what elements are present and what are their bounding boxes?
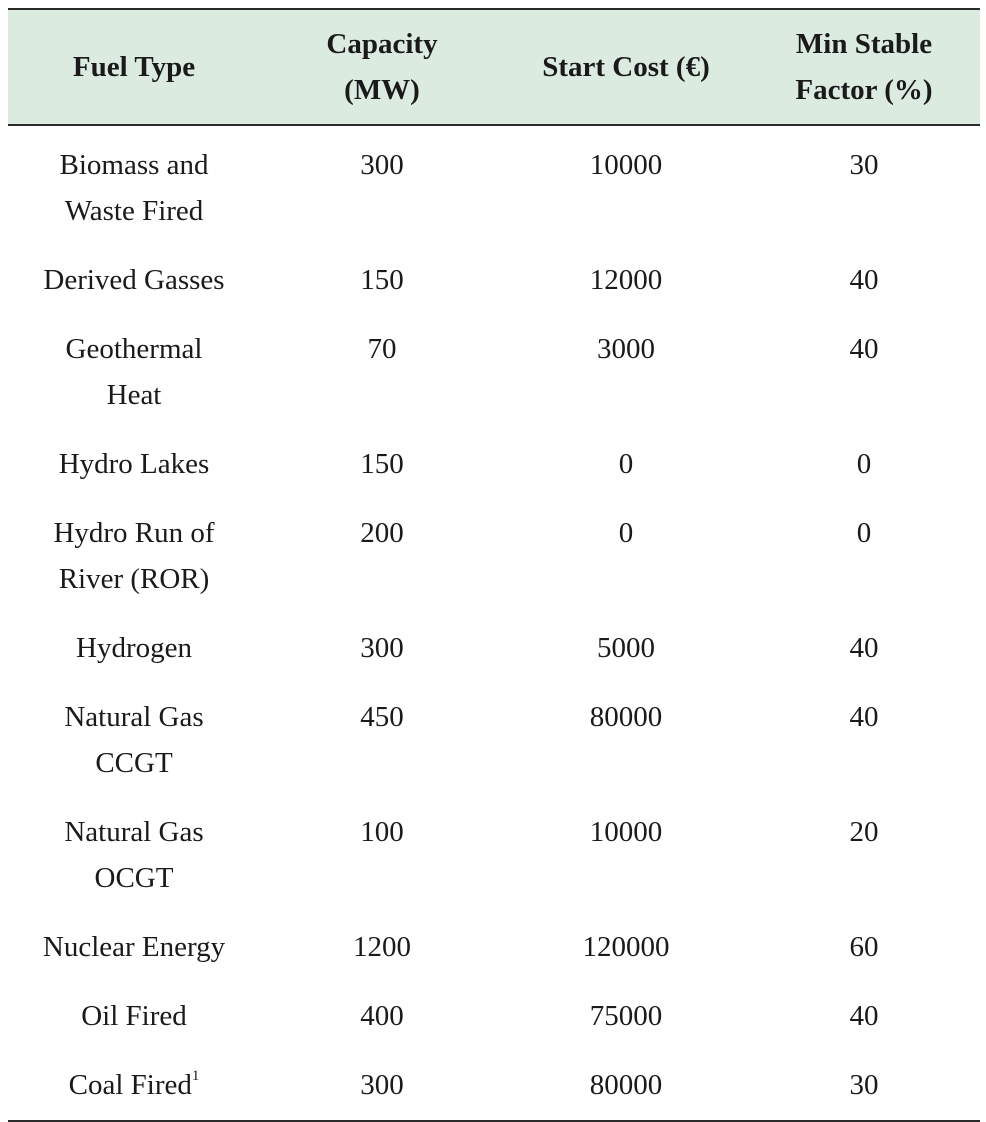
cell-start-cost: 5000 xyxy=(597,632,655,664)
cell-min-stable-factor: 60 xyxy=(849,931,879,963)
table-row xyxy=(8,429,980,498)
cell-fuel-type: Derived Gasses xyxy=(43,264,225,296)
header-min-stable-factor: Min Stable Factor (%) xyxy=(748,9,980,125)
cell-fuel-type: Natural Gas CCGT xyxy=(64,701,204,779)
header-row xyxy=(8,9,980,125)
table-row xyxy=(8,682,980,797)
table-row xyxy=(8,797,980,912)
cell-min-stable-factor: 0 xyxy=(856,448,872,480)
table-row xyxy=(8,314,980,429)
cell-fuel-type: Biomass and Waste Fired xyxy=(59,149,209,227)
cell-start-cost: 12000 xyxy=(589,264,663,296)
table-row xyxy=(8,912,980,981)
cell-min-stable-factor: 0 xyxy=(856,517,872,549)
table-body xyxy=(8,125,980,1121)
cell-fuel-type: Coal Fired$^1$ xyxy=(8,1050,260,1121)
cell-fuel-type: Nuclear Energy xyxy=(42,931,226,963)
cell-capacity: 150 xyxy=(360,264,404,296)
cell-start-cost: 80000 xyxy=(504,1050,748,1121)
cell-fuel-type: Natural Gas OCGT xyxy=(64,816,204,894)
cell-start-cost: 0 xyxy=(618,448,634,480)
cell-capacity: 100 xyxy=(360,816,404,848)
footnote-marker: 1 xyxy=(191,1068,200,1084)
table-row xyxy=(8,498,980,613)
cell-start-cost: 80000 xyxy=(589,701,663,733)
table-header xyxy=(8,9,980,125)
cell-min-stable-factor: 40 xyxy=(849,701,879,733)
fuel-parameters-table-container xyxy=(8,8,980,1122)
cell-min-stable-factor: 20 xyxy=(849,816,879,848)
cell-min-stable-factor: 40 xyxy=(849,1000,879,1032)
cell-capacity: 200 xyxy=(360,517,404,549)
header-start-cost: Start Cost (€) xyxy=(504,9,748,125)
cell-fuel-type: Oil Fired xyxy=(81,1000,187,1032)
cell-fuel-type: Hydrogen xyxy=(76,632,192,664)
cell-min-stable-factor: 30 xyxy=(748,1050,980,1121)
cell-start-cost: 10000 xyxy=(589,149,663,181)
table-row xyxy=(8,245,980,314)
table-row xyxy=(8,613,980,682)
cell-start-cost: 120000 xyxy=(582,931,670,963)
table-row xyxy=(8,1050,980,1121)
cell-fuel-type: Hydro Lakes xyxy=(58,448,210,480)
header-capacity: Capacity (MW) xyxy=(260,9,504,125)
cell-capacity: 150 xyxy=(360,448,404,480)
cell-capacity: 70 xyxy=(367,333,397,365)
header-fuel-type: Fuel Type xyxy=(8,9,260,125)
cell-capacity: 450 xyxy=(360,701,404,733)
cell-min-stable-factor: 40 xyxy=(849,333,879,365)
cell-start-cost: 10000 xyxy=(589,816,663,848)
table-row xyxy=(8,981,980,1050)
table-row xyxy=(8,125,980,245)
cell-fuel-type: Hydro Run of River (ROR) xyxy=(53,517,215,595)
cell-capacity: 300 xyxy=(260,1050,504,1121)
fuel-parameters-table xyxy=(8,8,980,1122)
cell-start-cost: 0 xyxy=(618,517,634,549)
cell-min-stable-factor: 30 xyxy=(849,149,879,181)
cell-start-cost: 3000 xyxy=(597,333,655,365)
cell-capacity: 300 xyxy=(360,149,404,181)
cell-min-stable-factor: 40 xyxy=(849,264,879,296)
cell-fuel-type: Geothermal Heat xyxy=(65,333,203,411)
cell-min-stable-factor: 40 xyxy=(849,632,879,664)
cell-capacity: 1200 xyxy=(353,931,411,963)
cell-capacity: 300 xyxy=(360,632,404,664)
cell-start-cost: 75000 xyxy=(589,1000,663,1032)
cell-capacity: 400 xyxy=(360,1000,404,1032)
